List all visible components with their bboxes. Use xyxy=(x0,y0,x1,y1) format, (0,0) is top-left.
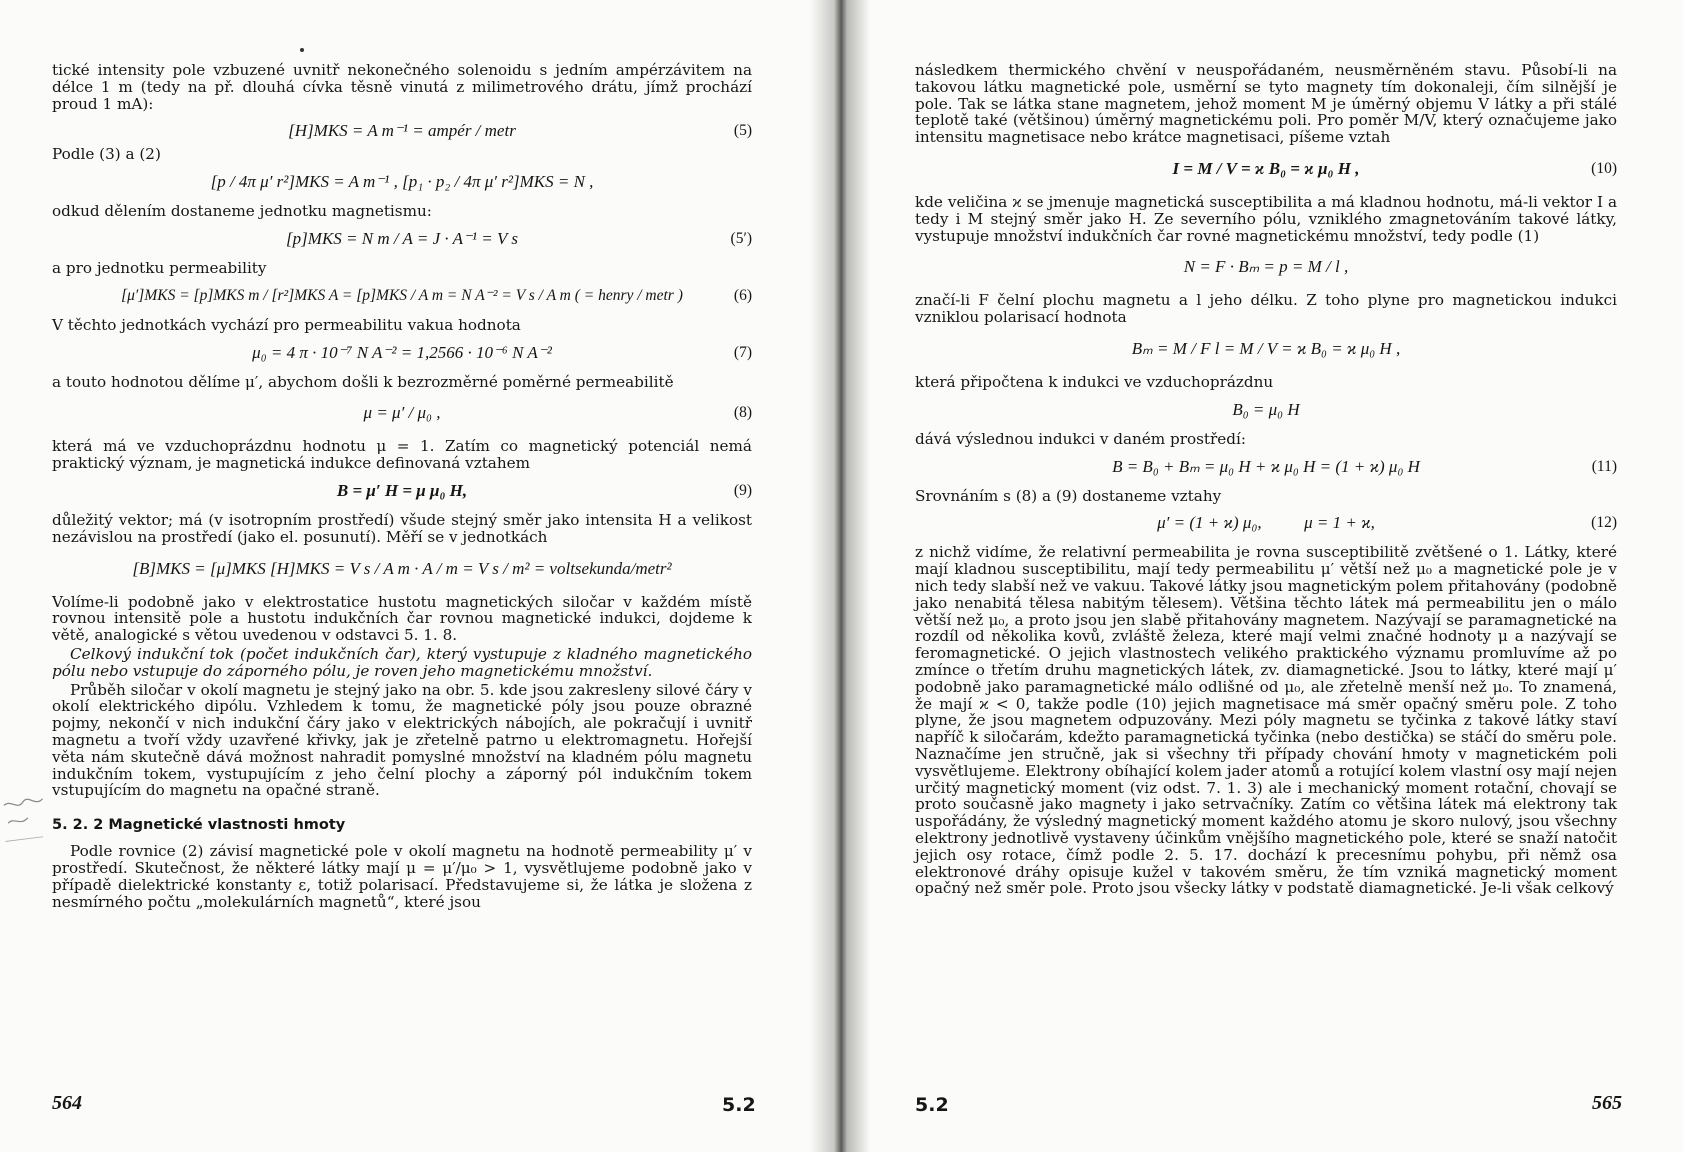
equation-6: [μ′]MKS = [p]MKS m / [r²]MKS A = [p]MKS / A m = N A⁻² = V s / A m ( = henry / metr ) (6) xyxy=(121,286,752,305)
paragraph: Srovnáním s (8) a (9) dostaneme vztahy xyxy=(915,486,1222,505)
paragraph: značí-li F čelní plochu magnetu a l jeho délku. Z toho plyne pro magnetickou indukci vzniklou polarisací hodnota xyxy=(915,291,1617,327)
equation-pole-units: [p / 4π μ′ r²]MKS = A m⁻¹ , [p₁ · p₂ / 4π μ′ r²]MKS = N , xyxy=(210,172,594,192)
paragraph: kde veličina ϰ se jmenuje magnetická susceptibilita a má kladnou hodnotu, má-li vektor I a tedy i M stejný směr jako H. Ze severního pólu, vzniklého zmagnetováním takové látky, vystupuje množství indukčních čar rovné magnetickému množství, tedy podle (1) xyxy=(915,192,1617,245)
page-number: 564 xyxy=(52,1092,82,1114)
paragraph: následkem thermického chvění v neuspořádaném, neusměrněném stavu. Působí-li na takovou látku magnetické pole, usměrní se tyto magnety tím dokonaleji, čím silnější je pole. Tak se látka stane magnetem, jehož moment M je úměrný objemu V látky a při stálé teplotě také (většinou) úměrný magnetickému poli. Pro poměr M/V, který označujeme jako intensitu magnetisace nebo krátce magnetisaci, píšeme vztah xyxy=(915,61,1617,147)
paragraph: a touto hodnotou dělíme μ′, abychom došli k bezrozměrné poměrné permeabilitě xyxy=(52,372,674,391)
equation-11: B = B₀ + Bₘ = μ₀ H + ϰ μ₀ H = (1 + ϰ) μ₀ H (11) xyxy=(1112,456,1617,476)
paragraph: Průběh siločar v okolí magnetu je stejný jako na obr. 5. kde jsou zakresleny silové čáry v okolí elektrického dipólu. Vzhledem k tomu, že magnetické póly jsou pouze obrazné pojmy, nekončí v nich indukční čáry jako v elektrických nábojích, ale pokračují i uvnitř magnetu a tvoří vždy uzavřené křivky, jak je zřetelně patrno u elektromagnetu. Hořejší věta nám skutečně dává možnost nahradit pomyslné množství na kladném pólu magnetu indukčním tokem, vystupujícím z jeho čelní plochy a záporný pól indukčním tokem vstupujícím do magnetu na opačné straně. xyxy=(52,680,752,800)
paragraph: odkud dělením dostaneme jednotku magnetismu: xyxy=(52,202,432,221)
paragraph: Podle (3) a (2) xyxy=(52,145,161,164)
equation-12: μ′ = (1 + ϰ) μ₀, μ = 1 + ϰ, (12) xyxy=(1157,513,1617,533)
equation-N: N = F · Bₘ = p = M / l , xyxy=(1183,257,1349,277)
left-page xyxy=(0,0,810,1152)
right-page xyxy=(870,0,1683,1152)
paragraph: Volíme-li podobně jako v elektrostatice hustotu magnetických siločar v každém místě rovnou intensitě pole a hustotu indukčních čar rovnou magnetické indukci, dojdeme k větě, analogické s větou uvedenou v odstavci 5. 1. 8. xyxy=(52,592,752,645)
paragraph: tické intensity pole vzbuzené uvnitř nekonečného solenoidu s jedním ampérzávitem na délce 1 m (tedy na př. dlouhá cívka těsně vinutá z milimetrového drátu, jímž prochází proud 1 mA): xyxy=(52,61,752,113)
left-text-column xyxy=(52,62,752,916)
ink-dot xyxy=(300,48,304,52)
theorem-statement: Celkový indukční tok (počet indukčních čar), který vystupuje z kladného magnetického pólu nebo vstupuje do záporného pólu, je roven jeho magnetickému množství. xyxy=(52,644,752,680)
paragraph: dává výslednou indukci v daném prostředí: xyxy=(915,429,1246,448)
equation-9: B = μ′ H = μ μ₀ H, (9) xyxy=(336,480,752,500)
equation-B-units: [B]MKS = [μ]MKS [H]MKS = V s / A m · A / m = V s / m² = voltsekunda/metr² xyxy=(132,558,672,578)
equation-7: μ₀ = 4 π · 10⁻⁷ N A⁻² = 1,2566 · 10⁻⁶ N A⁻² (7) xyxy=(252,342,752,362)
equation-8: μ = μ′ / μ₀ , (8) xyxy=(363,403,752,423)
paragraph: a pro jednotku permeability xyxy=(52,258,267,277)
section-mark: 5.2 xyxy=(722,1094,756,1116)
book-gutter xyxy=(810,0,870,1152)
equation-Bm: Bₘ = M / F l = M / V = ϰ B₀ = ϰ μ₀ H , xyxy=(1131,338,1401,358)
page-number: 565 xyxy=(1592,1092,1622,1114)
scribble-icon xyxy=(0,794,49,845)
equation-5: [H]MKS = A m⁻¹ = ampér / metr (5) xyxy=(288,121,752,141)
handwritten-margin-note xyxy=(0,794,49,845)
paragraph: V těchto jednotkách vychází pro permeabilitu vakua hodnota xyxy=(52,315,521,334)
right-text-column xyxy=(915,62,1617,903)
paragraph: která má ve vzduchoprázdnu hodnotu μ = 1. Zatím co magnetický potenciál nemá praktický význam, je magnetická indukce definovaná vztahem xyxy=(52,437,752,473)
paragraph: Podle rovnice (2) závisí magnetické pole v okolí magnetu na hodnotě permeability μ′ v prostředí. Skutečnost, že některé látky mají μ = μ′/μ₀ > 1, vysvětlujeme podobně jako v případě dielektrické konstanty ε, totiž polarisací. Představujeme si, že látka je složena z nesmírného počtu „molekulárních magnetů“, které jsou xyxy=(52,842,752,911)
section-heading: 5. 2. 2 Magnetické vlastnosti hmoty xyxy=(52,817,346,834)
equation-10: I = M / V = ϰ B₀ = ϰ μ₀ H , (10) xyxy=(1172,158,1617,178)
paragraph: důležitý vektor; má (v isotropním prostředí) všude stejný směr jako intensita H a velikost nezávislou na prostředí (jako el. posunutí). Měří se v jednotkách xyxy=(52,510,752,546)
paragraph: z nichž vidíme, že relativní permeabilita je rovna susceptibilitě zvětšené o 1. Látky, které mají kladnou susceptibilitu, mají tedy permeabilitu μ′ větší než μ₀ a magnetické pole je v nich tedy slabší než ve vakuu. Takové látky jsou magnetickým polem přitahovány (podobně jako nenabitá tělesa nabitým tělesem). Většina těchto látek má permeabilitu jen o málo větší než μ₀, a proto jsou jen slabě přitahovány magnetem. Nazývají se paramagnetické na rozdíl od několika kovů, zvláště železa, které mají velmi značné hodnoty μ a nazývají se feromagnetické. O jejich vlastnostech velikého praktického významu promluvíme až po zmínce o třetím druhu magnetických látek, zv. diamagnetické. Jsou to látky, které mají μ′ podobně jako paramagnetické málo odlišné od μ₀, ale zřetelně menší než μ₀. To znamená, že mají ϰ < 0, takže podle (10) jejich magnetisace má směr opačný směru pole. Z toho plyne, že jsou magnetem odpuzovány. Mezi póly magnetu se tyčinka z takové látky staví napříč k siločarám, kdežto paramagnetická tyčinka (nebo destička) se stáčí do směru pole. Naznačíme jen stručně, jak si všechny tři případy chování hmoty v magnetickém poli vysvětlujeme. Elektrony obíhající kolem jader atomů a rotující kolem vlastní osy mají nejen určitý magnetický moment (viz odst. 7. 1. 3) ale i mechanický moment rotační, chovají se proto současně jako magnety i jako setrvačníky. Zatím co většina látek má elektrony tak uspořádány, že výsledný magnetický moment každého atomu je skoro nulový, jsou všechny elektrony jednotlivě vystaveny účinkům vnějšího magnetického pole, které se snaží natočit jejich osy rotace, čímž podle 2. 5. 17. dochází k precesnímu pohybu, při němž osa elektronové dráhy opisuje kužel v takovém směru, že tím vzniká magnetický moment opačný než směr pole. Proto jsou všecky látky v podstatě diamagnetické. Je-li však celkový xyxy=(915,543,1617,898)
section-mark: 5.2 xyxy=(915,1094,949,1116)
paragraph: která připočtena k indukci ve vzduchoprázdnu xyxy=(915,372,1274,391)
equation-B0: B₀ = μ₀ H xyxy=(1232,399,1300,419)
equation-5-prime: [p]MKS = N m / A = J · A⁻¹ = V s (5′) xyxy=(286,228,752,248)
